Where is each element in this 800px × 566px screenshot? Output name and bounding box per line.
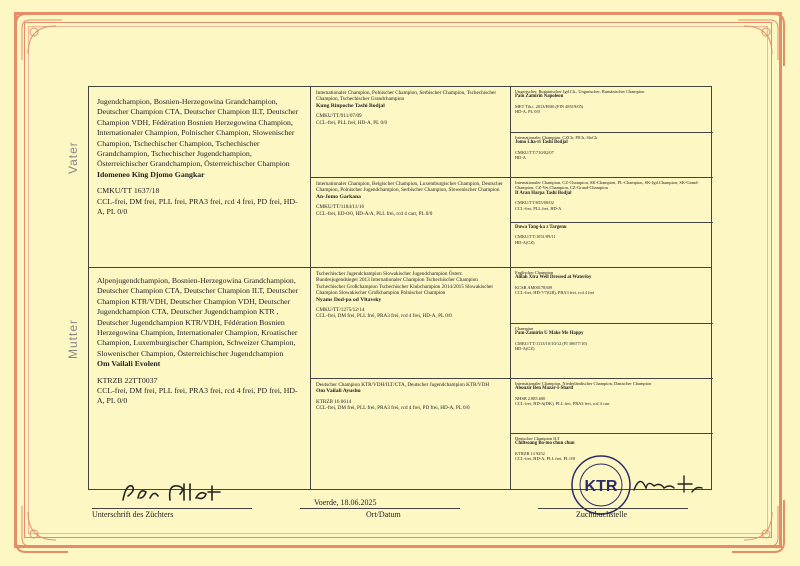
dam-grandparents-cell [311, 268, 511, 489]
dam-side-label: Mutter [66, 318, 80, 359]
grandparent-1: Internationaler Champion, Polnischer Champion, Serbischer Champion, Tschechischer Champion, Tschechischer Grandchampion Kung Rinpoche Tashi Bodjal CMKU/TT/911/07/09 CCL-frei, PLL frei, HD-A, PL 0/0 [316, 90, 497, 126]
breeder-signature-label: Unterschrift des Züchters [92, 510, 174, 519]
dam-name: Om Vailali Evolent [97, 359, 161, 369]
corner-ornament-icon [728, 10, 788, 70]
dam-health: CCL-frei, DM frei, PLL frei, PRA3 frei, rcd 4 frei, PD frei, HD-A, PL 0/0 [97, 386, 298, 406]
sire-titles: Jugendchampion, Bosnien-Herzegowina Grandchampion, Deutscher Champion CTA, Deutscher Champion ILT, Deutscher Champion VDH, Fédération Bosnien Herzegowina Champion, Internationaler Champion, Polnischer Champion, Slowenischer Champion, Tschechischer Champion, Tschechischer Grandchampion, Tschechischer Jugendchampion, Österreichischer Grandchampion, Österreichischer Champion [97, 97, 299, 169]
great-grandparent-8: Deutscher Champion ILT Chiltsoang Bo-mo chun chun KTRZB 13 9252 CCL-frei, HD-A, PLL frei, PL 0/0 [511, 433, 713, 489]
corner-ornament-icon [12, 496, 72, 556]
great-grandparent-6: Champion Pam-Zamirin U Make Me Happy CMKU/TT/1113/10/10/12 (FI 30677/10) HD-A(CZ) [511, 323, 713, 378]
sire-side-label: Vater [66, 141, 80, 174]
sire-health: CCL-frei, DM frei, PLL frei, PRA3 frei, rcd 4 frei, PD frei, HD-A, PL 0/0 [97, 196, 298, 217]
dam-cell [89, 268, 311, 489]
great-grandparent-2: Internationaler Champion, CZCh, PlCh, SloCh Jomo Lha-ri Tashi Bodjal CMKU/TT/710/02/07 HD-A [511, 132, 713, 177]
sire-great-grandparents-cell [511, 87, 713, 267]
registry-stamp-icon [570, 454, 632, 516]
corner-ornament-icon [12, 10, 72, 70]
great-grandparent-5: Englischer Champion Alilah Xtra Well Dressed at Waterloy KCSB AM00178309 CCL-frei, HD-7/7(GB), PRA3 frei, rcd 4 frei [515, 270, 595, 296]
sire-grandparents-cell [311, 87, 511, 267]
great-grandparent-3: Internationaler Champion, CZ-Champion, SK-Champion, PL-Champion, SK-Jgd.Champion, SK-Grand-Champion, CZ-Vet.Champion, CZ-Grand-Champion If Aran Harpa Tashi Bodjal CMKU/TT/655/00/02 CCL-frei, PLL frei, HD-A [511, 177, 713, 222]
dam-titles: Alpenjugendchampion, Bosnien-Herzegowina Grandchampion, Deutscher Champion CTA, Deutscher Champion ILT, Deutscher Champion KTR/VDH, Deutscher Champion VDH, Deutscher Jugendchampion CTA, Deutscher Jugendchampion KTR , Deutscher Jugendchampion KTR/VDH, Fédération Bosnien Herzegowina Champion, Internationaler Champion, Kroatischer Champion, Luxemburgischer Champion, Schweizer Champion, Slowenischer Champion, Österreichischer Jugendchampion [97, 276, 299, 358]
sire-name: Idomeneo King Djomo Gangkar [97, 169, 205, 179]
grandparent-2: Internationaler Champion, Belgischer Champion, Luxemburgischer Champion, Deutscher Champion, Polnischer Jugendchampion, Serbischer Champion, Slowenischer Champion An-Jomo Garkana CMKU/TT/1184/11/16 CCL-frei, ED-0/0, HD-A/A, PLL frei, rcd 4 carr, PL 0/0 [311, 177, 510, 267]
sire-cell [89, 87, 311, 267]
registry-label: Zuchtbuchstelle [576, 510, 628, 519]
place-date-value: Voerde, 18.06.2025 [314, 498, 377, 507]
registry-signature [630, 470, 710, 505]
sire-row [89, 87, 711, 268]
sire-reg: CMKU/TT 1637/18 [97, 186, 160, 196]
grandparent-3: Tschechischer Jugendchampion Slowakischer Jugendchampion Österr. Bundesjugendsieger 2013 Internationaler Champion Tschechischer Champion Tschechischer Großchampion Tschechischer Klubchampion 2014/2015 Slowakischer Champion Slowakischer Großchampion Polnischer Champion Nyams Dod-pa od Vltavsky CMKU/TT/1275/12/14 CCL-frei, DM frei, PLL frei, PRA3 frei, rcd 4 frei, HD-A, PL 0/0 [316, 271, 494, 320]
corner-ornament-icon [728, 496, 788, 556]
stamp-text: KTR [584, 478, 618, 495]
great-grandparent-7: Internationaler Champion, Niederländischer Champion, Dänischer Champion Abouzir Ben Mazar-I-Sharif NHSB 2.885.600 CCL-frei, HD-A(DK), PLL frei, PRA3 frei, rcd 4 carr [511, 378, 713, 433]
place-date-label: Ort/Datum [366, 510, 401, 519]
great-grandparent-1: Ungarischer, Rumänischer Jgd.Ch., Ungarischer, Rumänischer Champion Pam Zamirin Napoleon MET Tib.t. 2013/H/06 (FIN 48519/05) HD-A, PL 0/0 [515, 89, 645, 115]
great-grandparent-4: Duwa Tang-ka z Targenu CMKU/TT/1051/09/11 HD-A(CZ) [511, 222, 713, 267]
grandparent-4: Deutscher Champion KTR/VDH/ILT/CTA, Deutscher Jugendchampion KTR/VDH Om Vailali Ayushu KTRZB 16 0614 CCL-frei, DM frei, PLL frei, PRA3 frei, rcd 4 frei, PD frei, HD-A, PL 0/0 [311, 378, 510, 489]
pedigree-table [66, 86, 712, 490]
dam-reg: KTRZB 22TT0037 [97, 375, 158, 385]
